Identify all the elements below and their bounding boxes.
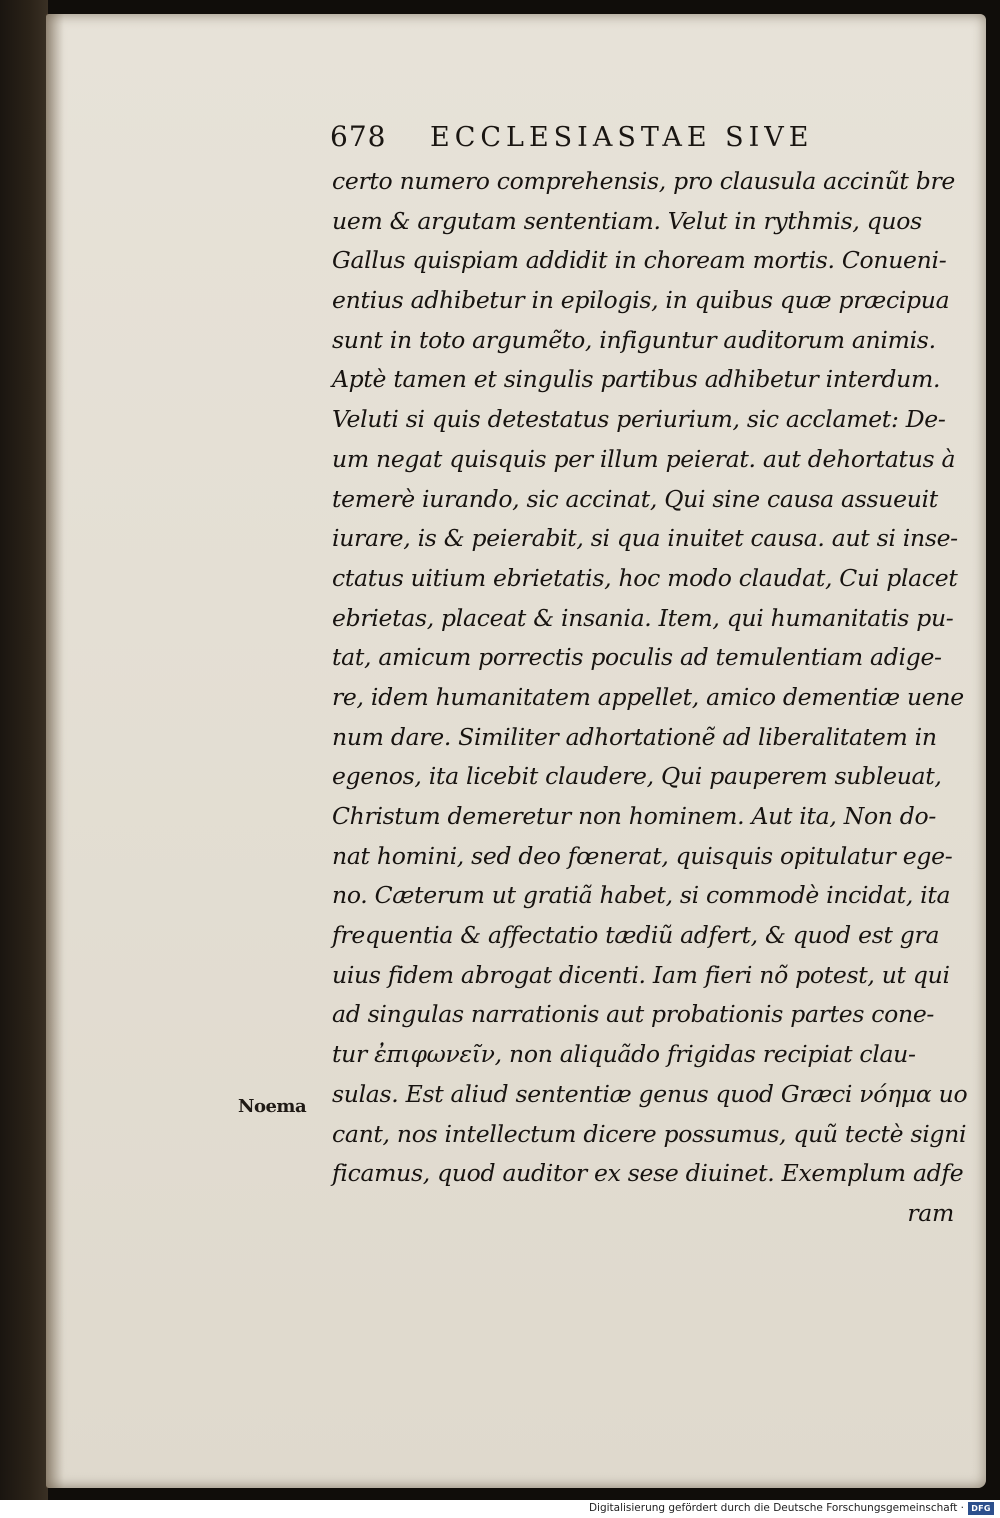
text-line: re, idem humanitatem appellet, amico dementiæ uene (332, 682, 964, 711)
text-line: ctatus uitium ebrietatis, hoc modo claudat, Cui placet (332, 563, 958, 592)
text-line: sulas. Est aliud sententiæ genus quod Græci νόημα uo (332, 1079, 968, 1108)
running-title: ECCLESIASTAE SIVE (430, 122, 814, 153)
text-line: entius adhibetur in epilogis, in quibus quæ præcipua (332, 286, 950, 315)
dfg-logo-icon: DFG (968, 1502, 994, 1515)
text-line: um negat quisquis per illum peierat. aut dehortatus à (332, 444, 956, 473)
text-line: uem & argutam sententiam. Velut in rythmis, quos (332, 206, 922, 235)
text-line: temerè iurando, sic accinat, Qui sine causa assueuit (332, 484, 938, 513)
text-line: Aptè tamen et singulis partibus adhibetur interdum. (332, 365, 941, 394)
text-line: tat, amicum porrectis poculis ad temulentiam adige- (332, 643, 942, 672)
body-text (332, 162, 972, 1234)
text-line: uius fidem abrogat dicenti. Iam fieri nõ potest, ut qui (332, 960, 950, 989)
text-line: sunt in toto argumẽto, infiguntur auditorum animis. (332, 325, 936, 354)
text-line: ebrietas, placeat & insania. Item, qui humanitatis pu- (332, 603, 954, 632)
running-head (330, 118, 970, 158)
text-line: Gallus quispiam addidit in choream mortis. Conueni- (332, 246, 947, 275)
page-number: 678 (330, 120, 387, 153)
text-line: egenos, ita licebit claudere, Qui pauperem subleuat, (332, 762, 942, 791)
text-line: iurare, is & peierabit, si qua inuitet causa. aut si inse- (332, 524, 958, 553)
footer-credit: Digitalisierung gefördert durch die Deutsche Forschungsgemeinschaft · (588, 1502, 964, 1514)
text-line: ficamus, quod auditor ex sese diuinet. Exemplum adfe (332, 1159, 964, 1188)
text-line: ad singulas narrationis aut probationis partes cone- (332, 1000, 935, 1029)
text-line: certo numero comprehensis, pro clausula accinũt bre (332, 167, 956, 195)
text-line: no. Cæterum ut gratiã habet, si commodè incidat, ita (332, 881, 951, 910)
text-line: nat homini, sed deo fœnerat, quisquis opitulatur ege- (332, 841, 953, 870)
text-line: cant, nos intellectum dicere possumus, quũ tectè signi (332, 1119, 967, 1148)
marginal-note: Noema (238, 1096, 307, 1117)
binding-edge (0, 0, 48, 1500)
text-line: frequentia & affectatio tædiũ adfert, & quod est gra (332, 921, 940, 950)
text-line: num dare. Similiter adhortationẽ ad liberalitatem in (332, 722, 937, 751)
text-line: tur ἐπιφωνεῖν, non aliquãdo frigidas recipiat clau- (332, 1040, 916, 1069)
text-line: Christum demeretur non hominem. Aut ita, Non do- (332, 802, 937, 830)
catchword: ram (907, 1198, 954, 1227)
text-line: Veluti si quis detestatus periurium, sic acclamet: De- (332, 405, 946, 434)
